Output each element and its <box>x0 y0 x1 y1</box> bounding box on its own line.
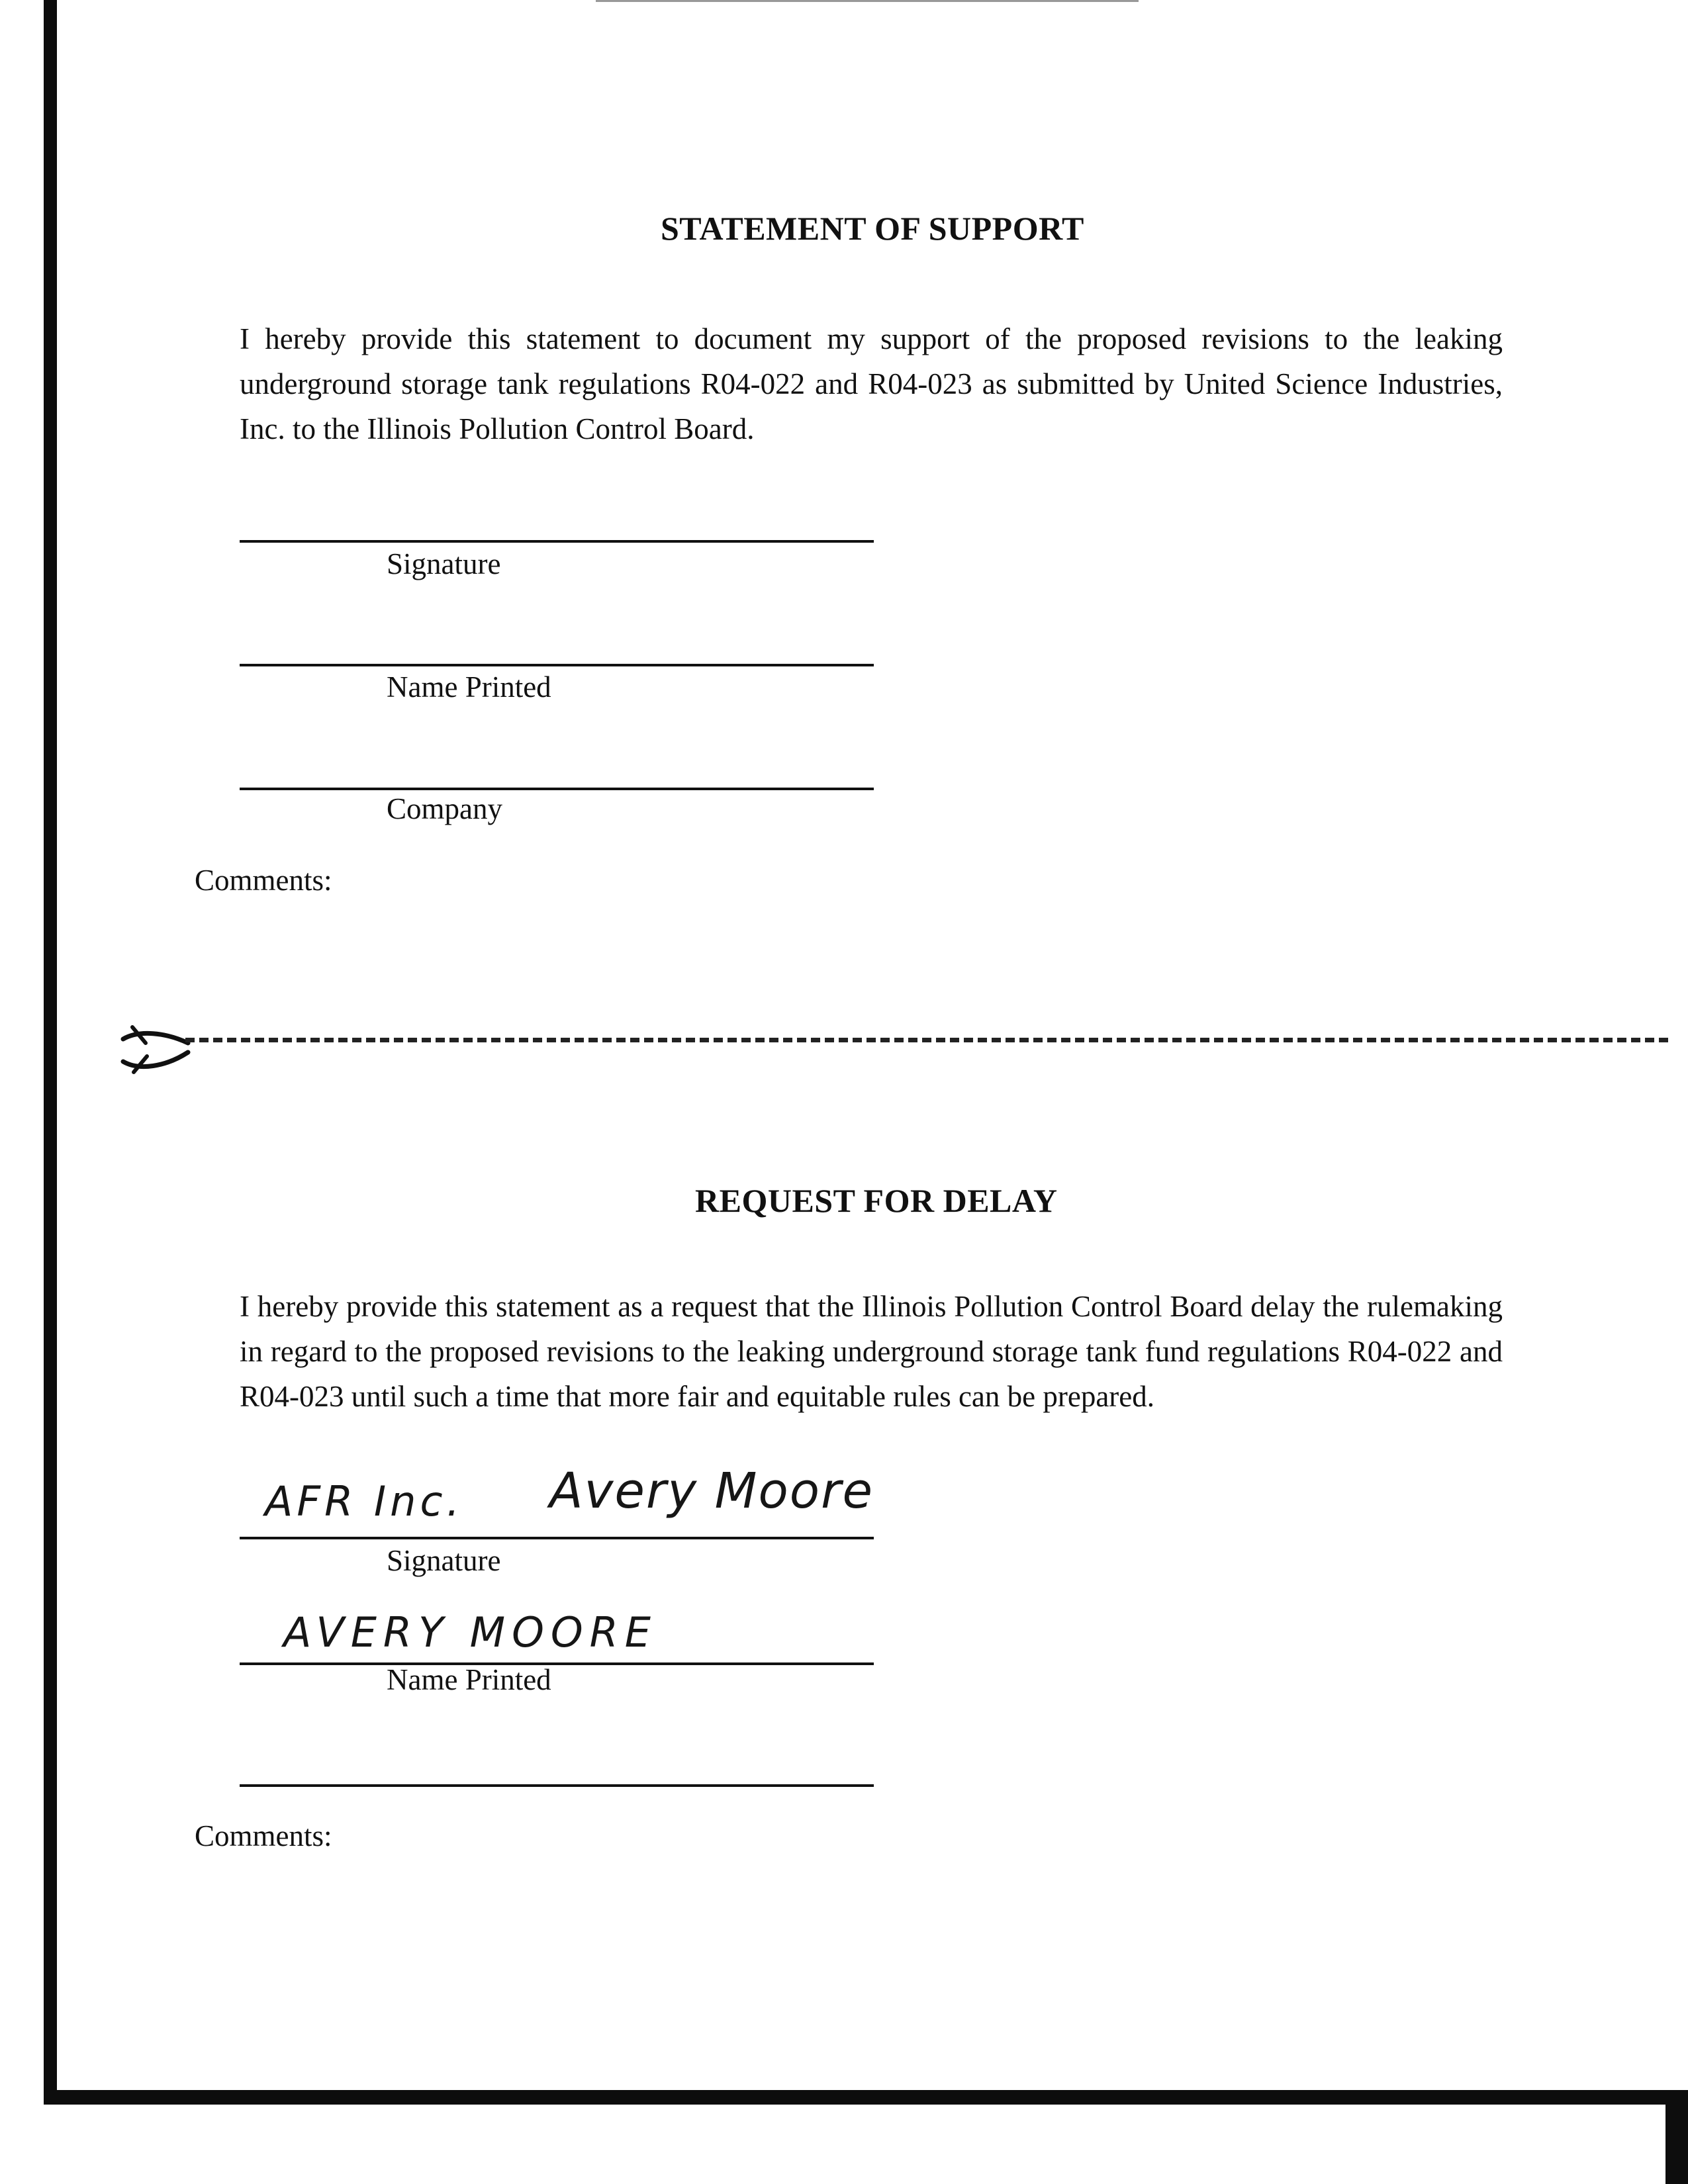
dashed-cut-line <box>185 1038 1668 1042</box>
handwritten-printed-name: AVERY MOORE <box>283 1608 657 1657</box>
support-title: STATEMENT OF SUPPORT <box>661 210 1084 247</box>
delay-name-label: Name Printed <box>387 1663 551 1696</box>
handwritten-company: AFR Inc. <box>265 1477 464 1525</box>
handwritten-signature: Avery Moore <box>549 1463 874 1520</box>
scan-border-bottom <box>44 2090 1688 2105</box>
support-name-label: Name Printed <box>387 670 551 704</box>
delay-name-line[interactable] <box>240 1662 874 1665</box>
delay-statement: I hereby provide this statement as a request that the Illinois Pollution Control Board delay the rulemaking in regard to the proposed revisions to the leaking underground storage tank fund regulations R04-022 and R04-023 until such a time that more fair and equitable rules can be prepared. <box>240 1290 1503 1413</box>
scan-border-corner <box>1665 2090 1688 2184</box>
delay-comments-label: Comments: <box>195 1819 332 1852</box>
delay-signature-line[interactable] <box>240 1537 874 1539</box>
support-signature-label: Signature <box>387 547 501 580</box>
support-statement: I hereby provide this statement to document my support of the proposed revisions to the leaking underground storage tank regulations R04-022 and R04-023 as submitted by United Science Industries, Inc. to the Illinois Pollution Control Board. <box>240 322 1503 445</box>
delay-signature-label: Signature <box>387 1544 501 1577</box>
support-name-line[interactable] <box>240 664 874 666</box>
support-company-label: Company <box>387 792 502 825</box>
scissors-icon <box>119 1023 192 1076</box>
scan-border-left <box>44 0 57 2105</box>
delay-title: REQUEST FOR DELAY <box>695 1182 1058 1219</box>
delay-company-line[interactable] <box>240 1784 874 1787</box>
support-company-line[interactable] <box>240 788 874 790</box>
support-signature-line[interactable] <box>240 540 874 543</box>
support-comments-label: Comments: <box>195 864 332 897</box>
scan-top-edge <box>596 0 1139 2</box>
